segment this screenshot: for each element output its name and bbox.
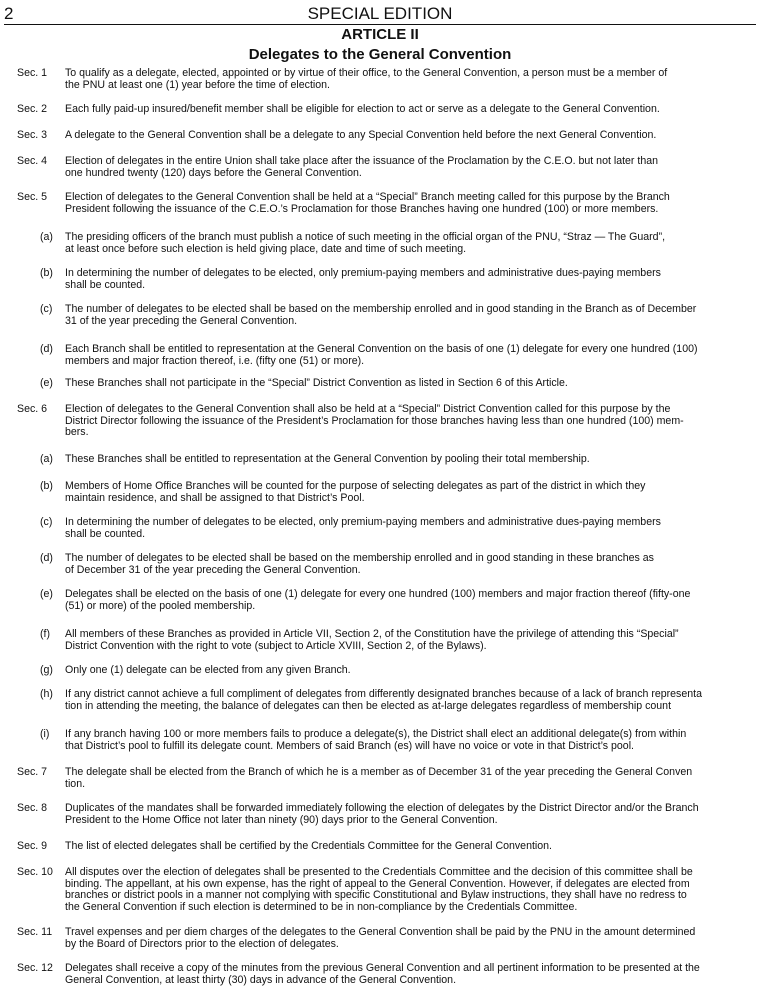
- subsection-text: [65, 232, 752, 255]
- section-label: Sec. 7: [17, 766, 48, 778]
- subsection-text: [65, 729, 752, 752]
- section-text: [65, 867, 752, 913]
- text-line: Only one (1) delegate can be elected from any given Branch.: [65, 664, 351, 676]
- text-line: of December 31 of the year preceding the General Convention.: [65, 563, 361, 576]
- text-line: bers.: [65, 426, 89, 438]
- section-text: [65, 841, 752, 853]
- section-text: [65, 130, 752, 142]
- text-line: members and major fraction thereof, i.e. (fifty one (51) or more).: [65, 354, 365, 367]
- section-text: [65, 192, 752, 215]
- text-line: one hundred twenty (120) days before the General Convention.: [65, 166, 362, 179]
- article-number: ARTICLE II: [341, 26, 419, 43]
- text-line: All members of these Branches as provided in Article VII, Section 2, of the Constitution have the privilege of attending this “Special”: [65, 628, 679, 640]
- subsection-label: (b): [40, 267, 53, 279]
- section-label: Sec. 5: [17, 191, 48, 203]
- text-line: tion in attending the meeting, the balance of delegates can then be elected as at-large delegates regardless of membership count: [65, 699, 672, 712]
- text-line: Each fully paid-up insured/benefit member shall be eligible for election to act or serve as a delegate to the General Convention.: [65, 103, 660, 115]
- subsection-text: [65, 344, 752, 367]
- subsection-label: (d): [40, 552, 53, 564]
- section-label: Sec. 8: [17, 802, 48, 814]
- text-line: Election of delegates to the General Convention shall be held at a “Special” Branch meeting called for this purpose by the Branch: [65, 191, 670, 203]
- subsection-text: [65, 689, 752, 712]
- article-title: Delegates to the General Convention: [248, 46, 512, 63]
- subsection-text: [65, 629, 752, 652]
- text-line: maintain residence, and shall be assigned to that District’s Pool.: [65, 491, 365, 504]
- subsection-label: (c): [40, 303, 53, 315]
- text-line: shall be counted.: [65, 278, 146, 291]
- section-label: Sec. 6: [17, 403, 48, 415]
- text-line: binding. The appellant, at his own expense, has the right of appeal to the General Convention. However, if delegates are elected from: [65, 877, 690, 890]
- text-line: Election of delegates to the General Convention shall also be held at a “Special” District Convention called for this purpose by the: [65, 403, 671, 415]
- text-line: Travel expenses and per diem charges of the delegates to the General Convention shall be paid by the PNU in the amount determined: [65, 926, 696, 938]
- page-number: 2: [4, 4, 14, 23]
- section-label: Sec. 11: [17, 926, 53, 938]
- text-line: tion.: [65, 777, 86, 790]
- section-text: [65, 404, 752, 439]
- text-line: branches or district pools in a manner not complying with specific Constitutional and Bylaw instructions, they shall have no redress to: [65, 889, 687, 901]
- subsection-text: [65, 454, 752, 466]
- text-line: The list of elected delegates shall be certified by the Credentials Committee for the General Convention.: [65, 840, 552, 852]
- text-line: Delegates shall receive a copy of the minutes from the previous General Convention and all pertinent information to be presented at the: [65, 962, 700, 974]
- subsection-text: [65, 665, 752, 677]
- section-text: [65, 803, 752, 826]
- subsection-label: (e): [40, 588, 53, 600]
- text-line: The presiding officers of the branch must publish a notice of such meeting in the official organ of the PNU, “Straz — The Guard”,: [65, 231, 666, 243]
- edition-title: SPECIAL EDITION: [307, 4, 453, 23]
- subsection-text: [65, 517, 752, 540]
- text-line: President to the Home Office not later than ninety (90) days prior to the General Convention.: [65, 813, 498, 826]
- text-line: the PNU at least one (1) year before the time of election.: [65, 78, 330, 91]
- subsection-label: (f): [40, 628, 50, 640]
- section-label: Sec. 4: [17, 155, 48, 167]
- subsection-text: [65, 378, 752, 390]
- section-label: Sec. 1: [17, 67, 48, 79]
- section-text: [65, 156, 752, 179]
- text-line: In determining the number of delegates to be elected, only premium-paying members and administrative dues-paying members: [65, 516, 661, 528]
- text-line: at least once before such election is held giving place, date and time of such meeting.: [65, 242, 467, 255]
- section-text: [65, 963, 752, 986]
- text-line: District Convention with the right to vote (subject to Article XVIII, Section 2, of the Bylaws).: [65, 639, 487, 652]
- text-line: These Branches shall be entitled to representation at the General Convention by pooling their total membership.: [65, 453, 590, 465]
- section-text: [65, 927, 752, 950]
- subsection-label: (i): [40, 728, 50, 740]
- text-line: General Convention, at least thirty (30) days in advance of the General Convention.: [65, 973, 457, 986]
- subsection-label: (a): [40, 453, 53, 465]
- subsection-text: [65, 589, 752, 612]
- text-line: Each Branch shall be entitled to representation at the General Convention on the basis of one (1) delegate for every one hundred (100): [65, 343, 698, 355]
- text-line: A delegate to the General Convention shall be a delegate to any Special Convention held before the next General Convention.: [65, 129, 657, 141]
- text-line: All disputes over the election of delegates shall be presented to the Credentials Committee and the decision of this committee shall be: [65, 866, 693, 878]
- subsection-label: (e): [40, 377, 53, 389]
- text-line: In determining the number of delegates to be elected, only premium-paying members and administrative dues-paying members: [65, 267, 661, 279]
- text-line: the General Convention if such election is determined to be in non-compliance by the Credentials Committee.: [65, 900, 578, 913]
- subsection-label: (c): [40, 516, 53, 528]
- text-line: Duplicates of the mandates shall be forwarded immediately following the election of delegates by the District Director and/or the Branch: [65, 802, 699, 814]
- text-line: The delegate shall be elected from the Branch of which he is a member as of December 31 of the year preceding the General Conven: [65, 766, 693, 778]
- section-label: Sec. 10: [17, 866, 53, 878]
- subsection-text: [65, 481, 752, 504]
- section-text: [65, 767, 752, 790]
- text-line: The number of delegates to be elected shall be based on the membership enrolled and in good standing in these branches as: [65, 552, 654, 564]
- text-line: If any branch having 100 or more members fails to produce a delegate(s), the District shall elect an additional delegate(s) from within: [65, 728, 687, 740]
- subsection-label: (g): [40, 664, 53, 676]
- text-line: To qualify as a delegate, elected, appointed or by virtue of their office, to the General Convention, a person must be a member of: [65, 67, 668, 79]
- section-label: Sec. 12: [17, 962, 53, 974]
- section-text: [65, 68, 752, 91]
- section-text: [65, 104, 752, 116]
- text-line: President following the issuance of the C.E.O.’s Proclamation for those Branches having one hundred (100) or more members.: [65, 202, 659, 215]
- subsection-label: (h): [40, 688, 53, 700]
- text-line: (51) or more) of the pooled membership.: [65, 599, 256, 612]
- text-line: Members of Home Office Branches will be counted for the purpose of selecting delegates as part of the district in which they: [65, 480, 646, 492]
- text-line: shall be counted.: [65, 527, 146, 540]
- subsection-text: [65, 268, 752, 291]
- subsection-text: [65, 304, 752, 327]
- subsection-label: (b): [40, 480, 53, 492]
- text-line: that District’s pool to fulfill its delegate count. Members of said Branch (es) will have no voice or vote in that District’s pool.: [65, 739, 634, 752]
- text-line: by the Board of Directors prior to the election of delegates.: [65, 937, 339, 950]
- text-line: 31 of the year preceding the General Convention.: [65, 314, 298, 327]
- subsection-label: (a): [40, 231, 53, 243]
- text-line: District Director following the issuance of the President’s Proclamation for those branches having less than one hundred (100) mem-: [65, 414, 684, 427]
- text-line: The number of delegates to be elected shall be based on the membership enrolled and in good standing in the Branch as of December: [65, 303, 697, 315]
- section-label: Sec. 9: [17, 840, 48, 852]
- subsection-text: [65, 553, 752, 576]
- text-line: If any district cannot achieve a full compliment of delegates from differently designated branches because of a lack of branch representa: [65, 688, 702, 700]
- section-label: Sec. 3: [17, 129, 48, 141]
- text-line: Delegates shall be elected on the basis of one (1) delegate for every one hundred (100) members and major fraction thereof (fifty-one: [65, 588, 691, 600]
- subsection-label: (d): [40, 343, 53, 355]
- text-line: These Branches shall not participate in the “Special” District Convention as listed in Section 6 of this Article.: [65, 377, 568, 389]
- section-label: Sec. 2: [17, 103, 48, 115]
- page-header: [4, 4, 756, 25]
- text-line: Election of delegates in the entire Union shall take place after the issuance of the Proclamation by the C.E.O. but not later than: [65, 155, 659, 167]
